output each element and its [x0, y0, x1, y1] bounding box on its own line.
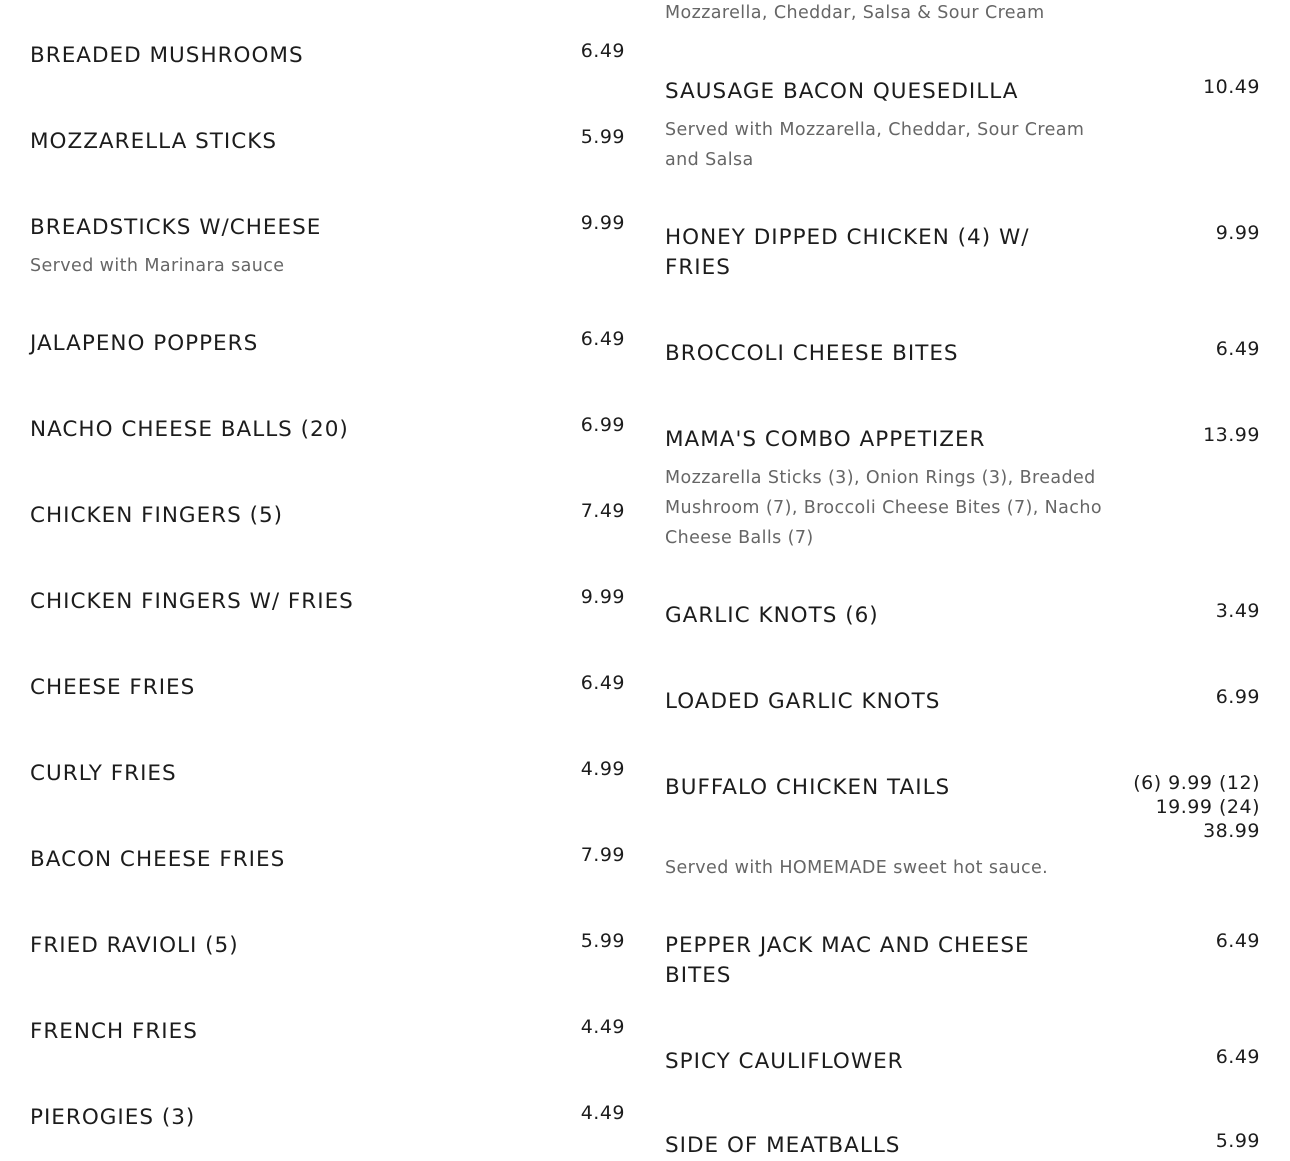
item-description: Mozzarella Sticks (3), Onion Rings (3), Breaded Mushroom (7), Broccoli Cheese Bites (7), Nacho Cheese Balls (7)	[665, 468, 1102, 548]
item-name: BACON CHEESE FRIES	[30, 847, 286, 872]
item-name: CURLY FRIES	[30, 761, 177, 786]
item-description: Served with Mozzarella, Cheddar, Sour Cream and Salsa	[665, 120, 1085, 170]
item-price: 9.99	[1215, 222, 1260, 244]
item-name: MAMA'S COMBO APPETIZER	[665, 427, 986, 452]
item-price: 6.49	[1215, 1046, 1260, 1068]
item-name: FRIED RAVIOLI (5)	[30, 933, 239, 958]
item-price: 5.99	[580, 126, 625, 148]
item-name: MOZZARELLA STICKS	[30, 129, 278, 154]
item-name: SIDE OF MEATBALLS	[665, 1133, 901, 1158]
item-name: BREADED MUSHROOMS	[30, 43, 304, 68]
item-price: 6.49	[1215, 338, 1260, 360]
item-price: 9.99	[580, 586, 625, 608]
item-price: 6.49	[580, 672, 625, 694]
item-price: 4.49	[580, 1102, 625, 1124]
item-price: 5.99	[1215, 1130, 1260, 1152]
item-price: 7.49	[580, 500, 625, 522]
item-name: BUFFALO CHICKEN TAILS	[665, 775, 951, 800]
item-name: CHICKEN FINGERS (5)	[30, 503, 284, 528]
item-price: 6.99	[580, 414, 625, 436]
item-price: 6.49	[580, 328, 625, 350]
item-name: FRENCH FRIES	[30, 1019, 198, 1044]
item-price: 3.49	[1215, 600, 1260, 622]
item-price: 4.99	[580, 758, 625, 780]
item-name: CHEESE FRIES	[30, 675, 196, 700]
item-name: JALAPENO POPPERS	[30, 331, 259, 356]
item-price: 13.99	[1203, 424, 1260, 446]
item-description: Mozzarella, Cheddar, Salsa & Sour Cream	[665, 3, 1045, 23]
item-price: 6.49	[580, 40, 625, 62]
item-price: 6.99	[1215, 686, 1260, 708]
item-name: NACHO CHEESE BALLS (20)	[30, 417, 349, 442]
item-price: 5.99	[580, 930, 625, 952]
item-name: PIEROGIES (3)	[30, 1105, 196, 1130]
item-description: Served with HOMEMADE sweet hot sauce.	[665, 858, 1049, 878]
item-name: PEPPER JACK MAC AND CHEESE BITES	[665, 933, 1030, 988]
item-name: GARLIC KNOTS (6)	[665, 603, 879, 628]
item-name: BROCCOLI CHEESE BITES	[665, 341, 959, 366]
item-name: LOADED GARLIC KNOTS	[665, 689, 941, 714]
item-description: Served with Marinara sauce	[30, 256, 285, 276]
item-name: CHICKEN FINGERS W/ FRIES	[30, 589, 354, 614]
item-price: 7.99	[580, 844, 625, 866]
item-name: SPICY CAULIFLOWER	[665, 1049, 904, 1074]
item-price: 10.49	[1203, 76, 1260, 98]
item-name: BREADSTICKS W/CHEESE	[30, 215, 322, 240]
item-name: HONEY DIPPED CHICKEN (4) W/ FRIES	[665, 225, 1030, 280]
item-price: 4.49	[580, 1016, 625, 1038]
item-price: 6.49	[1215, 930, 1260, 952]
item-price: (6) 9.99 (12) 19.99 (24) 38.99	[1133, 772, 1260, 842]
item-price: 9.99	[580, 212, 625, 234]
item-name: SAUSAGE BACON QUESEDILLA	[665, 79, 1019, 104]
